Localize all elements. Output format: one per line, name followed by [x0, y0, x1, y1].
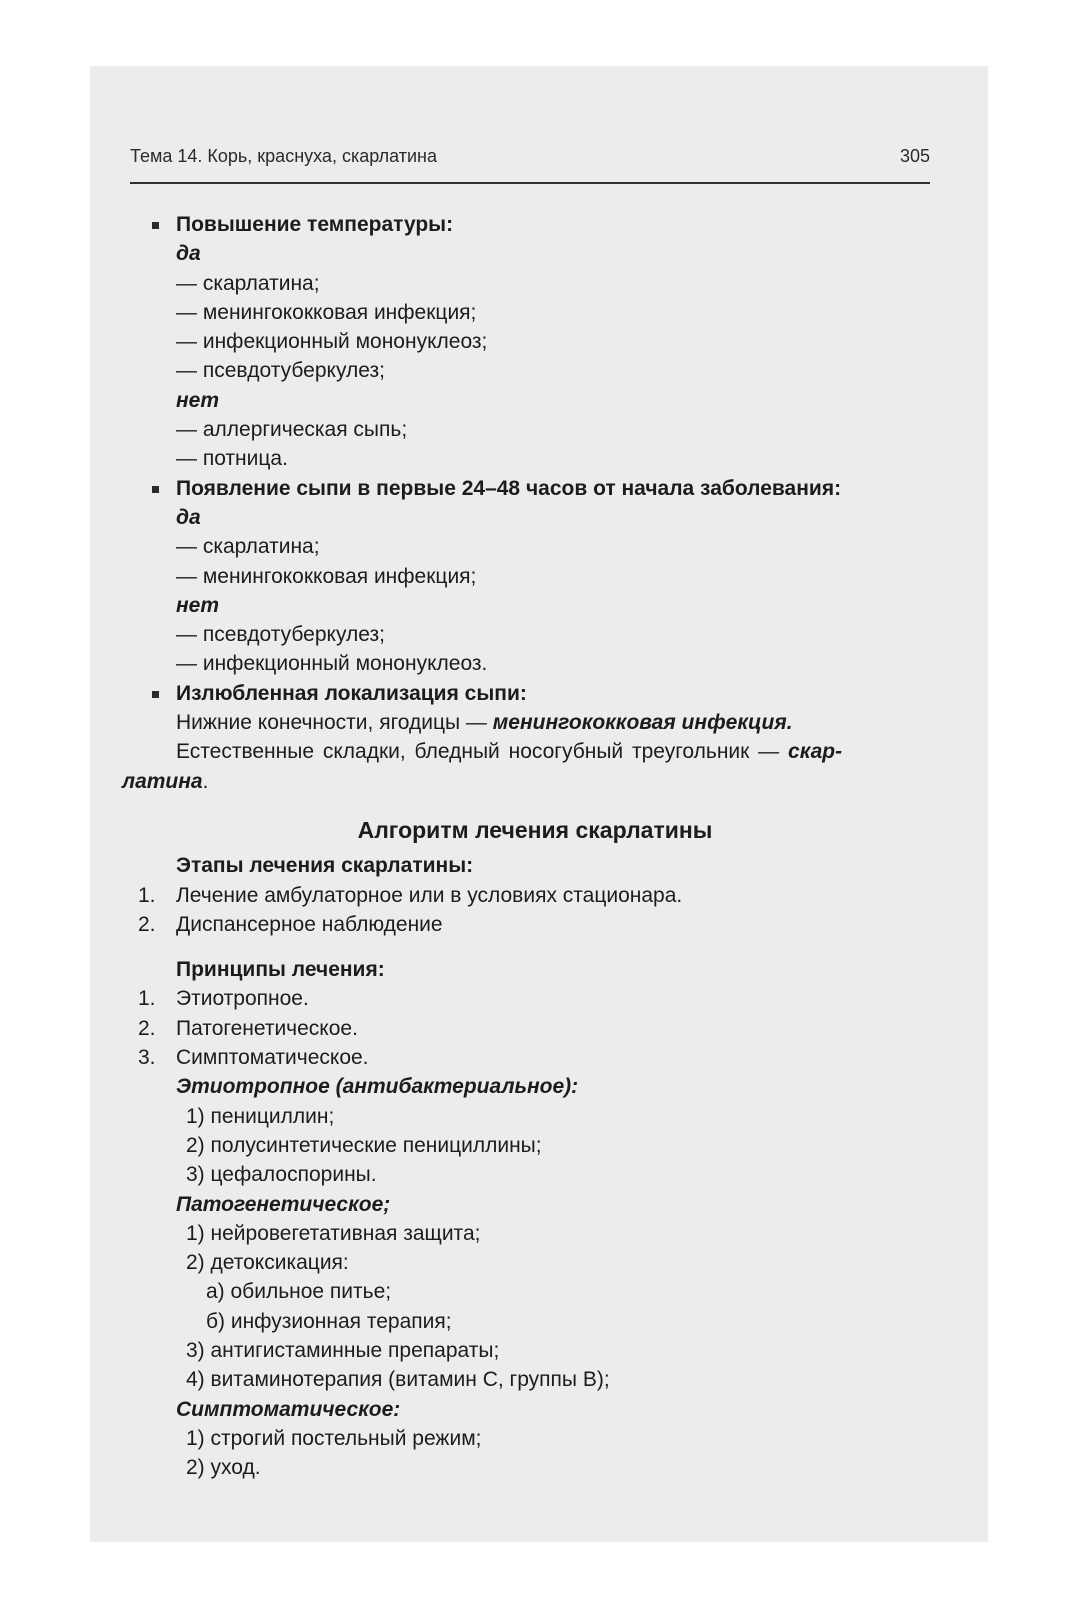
list-number: 1. [138, 987, 156, 1011]
stages-heading: Этапы лечения скарлатины: [176, 854, 474, 878]
rash-yes-label: да [176, 505, 201, 529]
list-text: Этиотропное. [176, 987, 309, 1011]
list-item: 1) нейровегетативная защита; [186, 1221, 481, 1245]
list-item: 2) детоксикация: [186, 1251, 349, 1275]
list-item: 1) строгий постельный режим; [186, 1426, 482, 1450]
list-item [130, 881, 930, 910]
list-item [130, 910, 930, 939]
page-number: 305 [899, 146, 930, 166]
list-number: 3. [138, 1046, 156, 1070]
list-number: 2. [138, 1016, 156, 1040]
list-text: Симптоматическое. [176, 1046, 369, 1070]
list-item: — скарлатина; [176, 271, 320, 295]
header-title: Тема 14. Корь, краснуха, скарлатина [130, 146, 437, 166]
localization-line-3 [122, 767, 930, 796]
fever-heading: Повышение температуры: [176, 213, 454, 236]
list-item: — инфекционный мононуклеоз; [176, 330, 488, 354]
symptomatic-heading: Симптоматическое: [176, 1397, 401, 1421]
list-item: — инфекционный мононуклеоз. [176, 652, 488, 676]
list-item: 3) антигистаминные препараты; [186, 1338, 500, 1362]
list-number: 1. [138, 883, 156, 907]
list-item: 2) полусинтетические пенициллины; [186, 1133, 542, 1157]
header-rule [130, 182, 930, 184]
list-item [130, 1014, 930, 1043]
list-item: 4) витаминотерапия (витамин С, группы В); [186, 1368, 610, 1392]
list-item: 1) пенициллин; [186, 1104, 335, 1128]
etiotropic-heading: Этиотропное (антибактериальное): [176, 1075, 579, 1099]
principles-heading: Принципы лечения: [176, 958, 385, 982]
localization-text: Естественные складки, бледный носогубный треугольник — [176, 740, 789, 764]
list-item: — менингококковая инфекция; [176, 564, 477, 588]
list-item: — псевдотуберкулез; [176, 623, 385, 647]
running-header [130, 146, 930, 174]
section-title: Алгоритм лечения скарлатины [357, 816, 713, 843]
spacer [130, 939, 930, 955]
list-item: 2) уход. [186, 1456, 261, 1480]
bullet-icon [152, 486, 159, 493]
list-subitem: б) инфузионная терапия; [206, 1309, 452, 1333]
bullet-item-fever [130, 210, 930, 239]
localization-emphasis: менингококковая инфекция. [492, 711, 793, 735]
localization-heading: Излюбленная локализация сыпи: [176, 681, 527, 705]
localization-emphasis: скар- [788, 740, 843, 764]
localization-line-1 [130, 708, 930, 737]
list-item: 3) цефалоспорины. [186, 1163, 377, 1187]
fever-no-label: нет [176, 388, 220, 412]
list-text: Патогенетическое. [176, 1016, 358, 1040]
list-number: 2. [138, 912, 156, 936]
page-body [122, 210, 930, 1482]
list-item [130, 1043, 930, 1072]
list-item: — псевдотуберкулез; [176, 359, 385, 383]
list-text: Диспансерное наблюдение [176, 912, 443, 936]
list-item: — менингококковая инфекция; [176, 300, 477, 324]
list-subitem: а) обильное питье; [206, 1280, 392, 1304]
rash-no-label: нет [176, 593, 220, 617]
fever-yes-label: да [176, 242, 201, 266]
bullet-item-rash-onset [130, 474, 930, 503]
pathogenetic-heading: Патогенетическое; [176, 1192, 391, 1216]
list-item: — потница. [176, 447, 288, 471]
localization-text: Нижние конечности, ягодицы — [176, 711, 493, 735]
list-item: — аллергическая сыпь; [176, 418, 408, 442]
bullet-icon [152, 691, 159, 698]
localization-text: . [202, 769, 209, 793]
rash-onset-heading: Появление сыпи в первые 24–48 часов от начала заболевания: [176, 476, 842, 500]
localization-emphasis: латина [122, 769, 203, 793]
list-item [130, 984, 930, 1013]
bullet-item-localization [130, 679, 930, 708]
list-text: Лечение амбулаторное или в условиях стационара. [176, 883, 683, 907]
bullet-icon [152, 222, 159, 229]
localization-line-2 [130, 737, 930, 766]
list-item: — скарлатина; [176, 535, 320, 559]
